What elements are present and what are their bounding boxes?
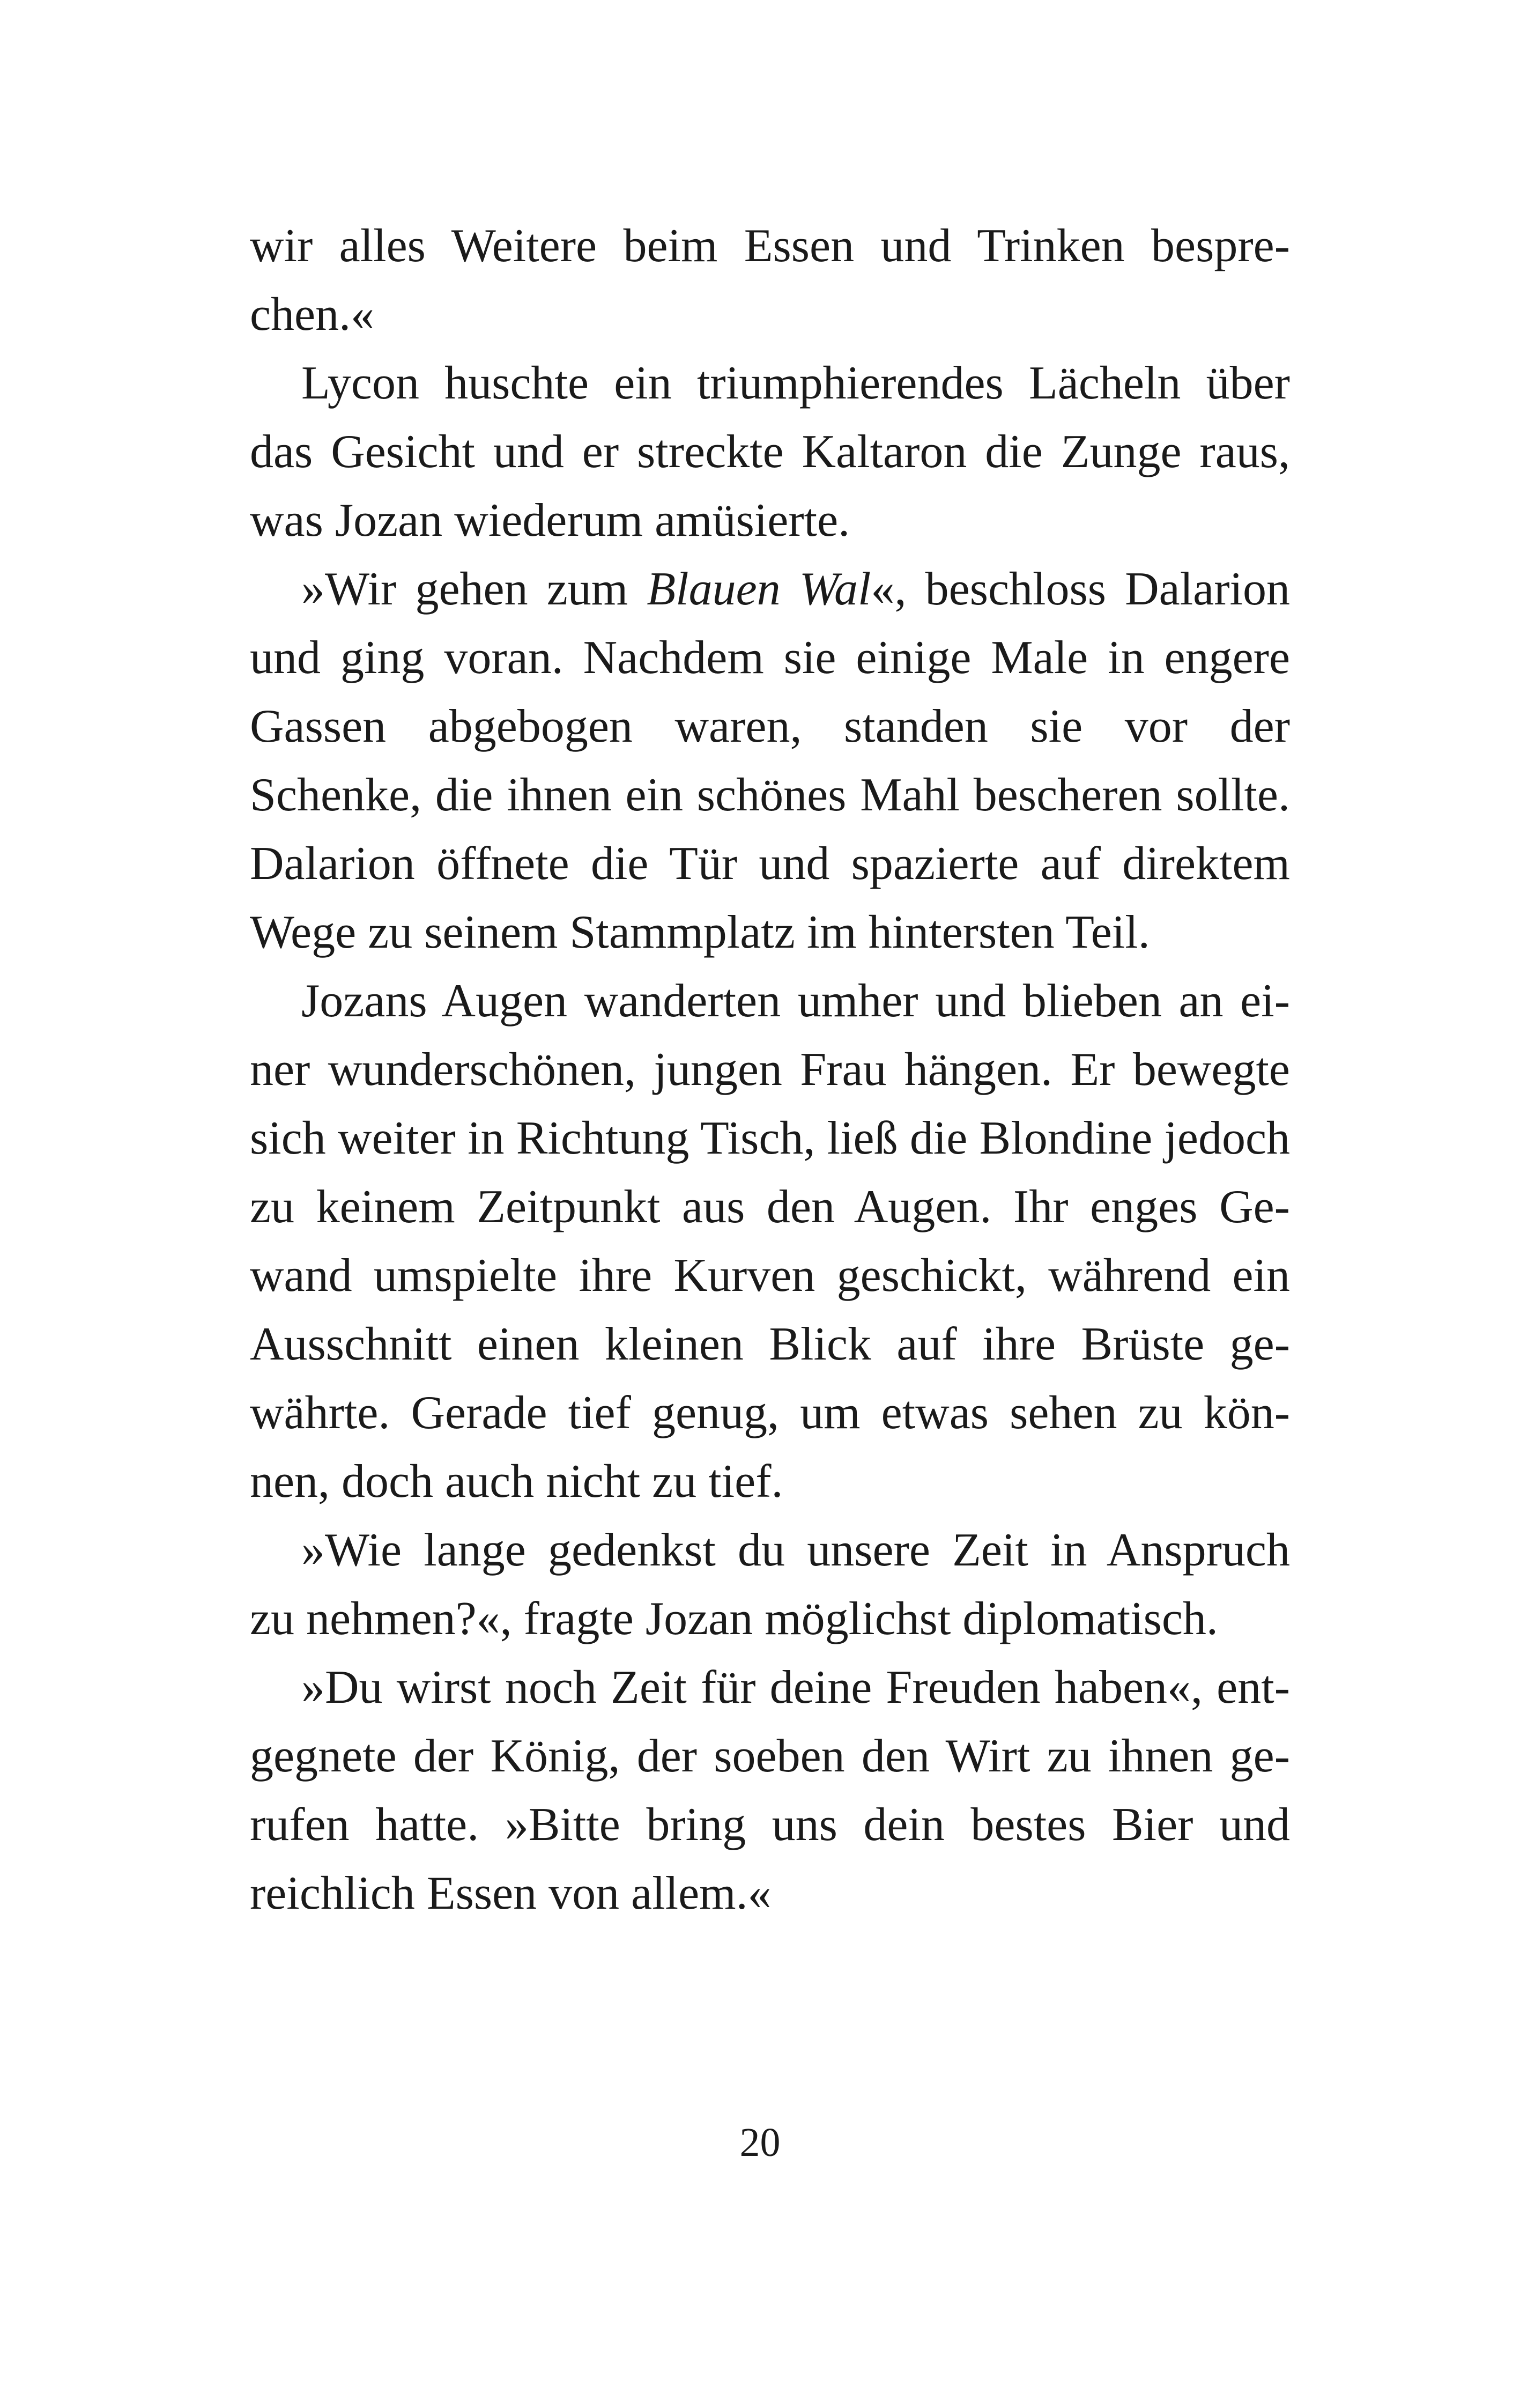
text-line: Ausschnitt einen kleinen Blick auf ihre Brüste ge-	[250, 1318, 1290, 1370]
text-line: währte. Gerade tief genug, um etwas sehen zu kön-	[250, 1387, 1290, 1439]
text-line: gegnete der König, der soeben den Wirt zu ihnen ge-	[250, 1730, 1290, 1782]
text-line: das Gesicht und er streckte Kaltaron die Zunge raus,	[250, 426, 1290, 478]
text-line: wand umspielte ihre Kurven geschickt, während ein	[250, 1250, 1290, 1302]
text-line: wir alles Weitere beim Essen und Trinken bespre-	[250, 220, 1290, 272]
text-line: reichlich Essen von allem.«	[250, 1867, 772, 1919]
page-number: 20	[739, 2120, 781, 2165]
text-line: »Du wirst noch Zeit für deine Freuden haben«, ent-	[301, 1661, 1290, 1713]
text-line: ner wunderschönen, jungen Frau hängen. Er bewegte	[250, 1044, 1290, 1096]
text-line: was Jozan wiederum amüsierte.	[250, 494, 850, 546]
text-line: chen.«	[250, 289, 375, 341]
text-segment: «, beschloss Dalarion	[871, 563, 1290, 615]
text-line: zu keinem Zeitpunkt aus den Augen. Ihr enges Ge-	[250, 1181, 1290, 1233]
text-line: sich weiter in Richtung Tisch, ließ die Blondine jedoch	[250, 1112, 1290, 1164]
text-line: Dalarion öffnete die Tür und spazierte auf direktem	[250, 838, 1290, 890]
text-line: Jozans Augen wanderten umher und blieben an ei-	[301, 975, 1290, 1027]
italic-title: Blauen Wal	[647, 563, 871, 615]
text-line: Lycon huschte ein triumphierendes Lächeln über	[301, 357, 1290, 409]
text-line: Wege zu seinem Stammplatz im hintersten Teil.	[250, 906, 1150, 958]
text-line: nen, doch auch nicht zu tief.	[250, 1456, 783, 1508]
body-text	[250, 212, 1290, 1928]
text-line: zu nehmen?«, fragte Jozan möglichst diplomatisch.	[250, 1593, 1218, 1645]
text-line: Schenke, die ihnen ein schönes Mahl bescheren sollte.	[250, 769, 1290, 821]
text-line: »Wie lange gedenkst du unsere Zeit in Anspruch	[301, 1524, 1290, 1576]
text-line: Gassen abgebogen waren, standen sie vor der	[250, 700, 1290, 752]
text-line: und ging voran. Nachdem sie einige Male in engere	[250, 632, 1290, 684]
text-segment: »Wir gehen zum	[301, 563, 647, 615]
text-line: rufen hatte. »Bitte bring uns dein bestes Bier und	[250, 1799, 1290, 1851]
text-line	[250, 555, 1290, 624]
